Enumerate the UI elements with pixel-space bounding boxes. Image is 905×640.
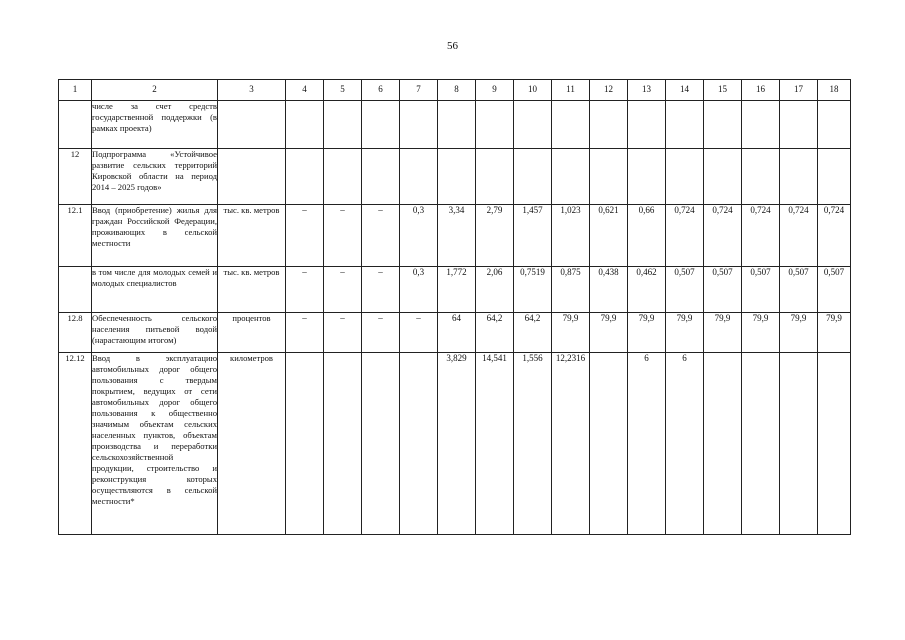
value-cell <box>362 101 400 149</box>
value-cell <box>590 149 628 205</box>
value-cell <box>400 149 438 205</box>
value-cell: 0,462 <box>628 267 666 313</box>
value-cell: – <box>362 267 400 313</box>
value-cell <box>666 101 704 149</box>
value-cell: – <box>286 313 324 353</box>
value-cell: 0,724 <box>780 205 818 267</box>
row-number: 12.1 <box>59 205 92 267</box>
header-cell-11: 11 <box>552 80 590 101</box>
row-unit <box>218 101 286 149</box>
value-cell: 0,507 <box>818 267 851 313</box>
value-cell: 79,9 <box>818 313 851 353</box>
value-cell <box>742 149 780 205</box>
value-cell <box>324 149 362 205</box>
value-cell <box>818 149 851 205</box>
table-row <box>59 353 851 535</box>
header-cell-1: 1 <box>59 80 92 101</box>
row-number: 12.8 <box>59 313 92 353</box>
value-cell <box>780 149 818 205</box>
row-unit: процентов <box>218 313 286 353</box>
value-cell: 6 <box>666 353 704 535</box>
value-cell <box>742 101 780 149</box>
value-cell <box>362 353 400 535</box>
value-cell: 1,457 <box>514 205 552 267</box>
value-cell: 0,724 <box>742 205 780 267</box>
row-unit: тыс. кв. метров <box>218 205 286 267</box>
header-cell-8: 8 <box>438 80 476 101</box>
value-cell <box>704 149 742 205</box>
value-cell <box>438 101 476 149</box>
value-cell <box>590 101 628 149</box>
value-cell <box>438 149 476 205</box>
value-cell: 12,2316 <box>552 353 590 535</box>
value-cell: 79,9 <box>780 313 818 353</box>
header-cell-2: 2 <box>92 80 218 101</box>
value-cell <box>780 101 818 149</box>
row-description: Обеспеченность сельского населения питьевой водой (нарастающим итогом) <box>92 313 218 353</box>
value-cell: 2,06 <box>476 267 514 313</box>
value-cell: – <box>362 205 400 267</box>
value-cell: 0,3 <box>400 205 438 267</box>
value-cell: 0,66 <box>628 205 666 267</box>
row-description: в том числе для молодых семей и молодых специалистов <box>92 267 218 313</box>
value-cell <box>324 353 362 535</box>
row-description: Ввод в эксплуатацию автомобильных дорог общего пользования с твердым покрытием, ведущих от сети автомобильных дорог общего пользования к общественно значимым объектам сельских населенных пунктов, объектам производства и переработки сельскохозяйственной продукции, строительство и реконструкция которых осуществляются в сельской местности* <box>92 353 218 535</box>
value-cell <box>666 149 704 205</box>
value-cell: 0,621 <box>590 205 628 267</box>
header-row <box>59 80 851 101</box>
value-cell: 0,7519 <box>514 267 552 313</box>
value-cell <box>286 101 324 149</box>
value-cell: 0,724 <box>704 205 742 267</box>
row-unit: тыс. кв. метров <box>218 267 286 313</box>
page-number: 56 <box>447 40 458 52</box>
value-cell <box>286 149 324 205</box>
row-unit: километров <box>218 353 286 535</box>
table-row <box>59 149 851 205</box>
value-cell <box>400 353 438 535</box>
value-cell <box>704 101 742 149</box>
value-cell <box>476 101 514 149</box>
value-cell <box>818 353 851 535</box>
table-row <box>59 205 851 267</box>
value-cell: 0,875 <box>552 267 590 313</box>
value-cell <box>324 101 362 149</box>
value-cell: 0,3 <box>400 267 438 313</box>
value-cell: 79,9 <box>666 313 704 353</box>
value-cell: 64 <box>438 313 476 353</box>
value-cell: 14,541 <box>476 353 514 535</box>
value-cell: 0,724 <box>818 205 851 267</box>
header-cell-9: 9 <box>476 80 514 101</box>
header-cell-10: 10 <box>514 80 552 101</box>
value-cell: – <box>324 313 362 353</box>
value-cell: 2,79 <box>476 205 514 267</box>
value-cell: – <box>286 205 324 267</box>
value-cell: 6 <box>628 353 666 535</box>
value-cell: 79,9 <box>628 313 666 353</box>
table-row <box>59 313 851 353</box>
row-description: числе за счет средств государственной поддержки (в рамках проекта) <box>92 101 218 149</box>
header-cell-17: 17 <box>780 80 818 101</box>
value-cell <box>286 353 324 535</box>
value-cell: 79,9 <box>552 313 590 353</box>
value-cell <box>552 149 590 205</box>
value-cell <box>400 101 438 149</box>
value-cell: 0,507 <box>780 267 818 313</box>
data-table <box>58 79 851 535</box>
row-description: Подпрограмма «Устойчивое развитие сельских территорий Кировской области на период 2014 – 2025 годов» <box>92 149 218 205</box>
value-cell: 64,2 <box>514 313 552 353</box>
value-cell <box>780 353 818 535</box>
value-cell: 79,9 <box>704 313 742 353</box>
value-cell: 0,507 <box>704 267 742 313</box>
row-description: Ввод (приобретение) жилья для граждан Российской Федерации, проживающих в сельской местности <box>92 205 218 267</box>
value-cell <box>552 101 590 149</box>
header-cell-14: 14 <box>666 80 704 101</box>
value-cell: 0,724 <box>666 205 704 267</box>
value-cell <box>742 353 780 535</box>
header-cell-6: 6 <box>362 80 400 101</box>
header-cell-4: 4 <box>286 80 324 101</box>
header-cell-3: 3 <box>218 80 286 101</box>
value-cell: 0,438 <box>590 267 628 313</box>
value-cell <box>514 101 552 149</box>
value-cell: 3,34 <box>438 205 476 267</box>
value-cell <box>628 101 666 149</box>
value-cell: 1,772 <box>438 267 476 313</box>
row-unit <box>218 149 286 205</box>
value-cell <box>818 101 851 149</box>
header-cell-7: 7 <box>400 80 438 101</box>
header-cell-15: 15 <box>704 80 742 101</box>
header-cell-12: 12 <box>590 80 628 101</box>
value-cell: 0,507 <box>666 267 704 313</box>
value-cell <box>514 149 552 205</box>
value-cell: – <box>286 267 324 313</box>
row-number: 12.12 <box>59 353 92 535</box>
table-row <box>59 267 851 313</box>
value-cell: 1,023 <box>552 205 590 267</box>
value-cell <box>704 353 742 535</box>
header-cell-5: 5 <box>324 80 362 101</box>
header-cell-18: 18 <box>818 80 851 101</box>
table-row <box>59 101 851 149</box>
header-cell-13: 13 <box>628 80 666 101</box>
value-cell: 64,2 <box>476 313 514 353</box>
value-cell <box>590 353 628 535</box>
value-cell: 1,556 <box>514 353 552 535</box>
header-cell-16: 16 <box>742 80 780 101</box>
value-cell: 79,9 <box>590 313 628 353</box>
value-cell: – <box>362 313 400 353</box>
value-cell <box>476 149 514 205</box>
row-number: 12 <box>59 149 92 205</box>
value-cell: 79,9 <box>742 313 780 353</box>
value-cell: – <box>400 313 438 353</box>
value-cell <box>362 149 400 205</box>
value-cell: 3,829 <box>438 353 476 535</box>
value-cell: 0,507 <box>742 267 780 313</box>
value-cell: – <box>324 205 362 267</box>
row-number <box>59 267 92 313</box>
value-cell <box>628 149 666 205</box>
row-number <box>59 101 92 149</box>
value-cell: – <box>324 267 362 313</box>
